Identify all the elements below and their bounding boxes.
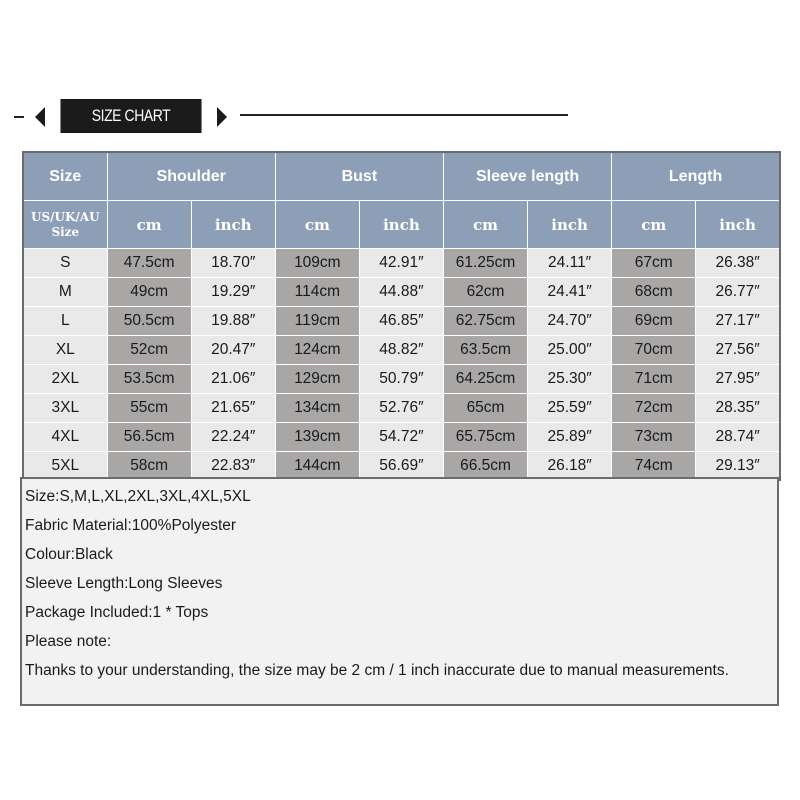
inch-value-cell: 26.38″ [696,249,780,278]
cm-value-cell: 64.25cm [443,365,527,394]
cm-value-cell: 72cm [612,394,696,423]
cm-value-cell: 62cm [443,278,527,307]
size-chart-table [22,151,781,481]
inch-value-cell: 27.95″ [696,365,780,394]
size-cell: XL [23,336,107,365]
cm-value-cell: 144cm [275,452,359,481]
inch-value-cell: 24.41″ [528,278,612,307]
inch-value-cell: 25.00″ [528,336,612,365]
note-sleeve: Sleeve Length:Long Sleeves [25,575,223,592]
inch-value-cell: 26.77″ [696,278,780,307]
cm-value-cell: 65cm [443,394,527,423]
note-accuracy: Thanks to your understanding, the size may be 2 cm / 1 inch inaccurate due to manual measurements. [25,662,729,679]
inch-value-cell: 28.74″ [696,423,780,452]
inch-value-cell: 42.91″ [359,249,443,278]
inch-value-cell: 28.35″ [696,394,780,423]
size-cell: 4XL [23,423,107,452]
size-cell: S [23,249,107,278]
header-bust: Bust [275,152,443,201]
cm-value-cell: 109cm [275,249,359,278]
cm-value-cell: 74cm [612,452,696,481]
unit-cm: cm [612,201,696,249]
cm-value-cell: 66.5cm [443,452,527,481]
inch-value-cell: 27.17″ [696,307,780,336]
inch-value-cell: 26.18″ [528,452,612,481]
inch-value-cell: 19.29″ [191,278,275,307]
header-sleeve-length: Sleeve length [443,152,611,201]
cm-value-cell: 50.5cm [107,307,191,336]
unit-inch: inch [191,201,275,249]
inch-value-cell: 48.82″ [359,336,443,365]
cm-value-cell: 68cm [612,278,696,307]
inch-value-cell: 18.70″ [191,249,275,278]
size-cell: 3XL [23,394,107,423]
inch-value-cell: 52.76″ [359,394,443,423]
unit-cm: cm [275,201,359,249]
inch-value-cell: 44.88″ [359,278,443,307]
table-header-row [23,152,780,201]
cm-value-cell: 71cm [612,365,696,394]
cm-value-cell: 139cm [275,423,359,452]
unit-cm: cm [107,201,191,249]
inch-value-cell: 24.11″ [528,249,612,278]
inch-value-cell: 24.70″ [528,307,612,336]
table-row [23,249,780,278]
table-row [23,278,780,307]
note-package: Package Included:1 * Tops [25,604,209,621]
region-size-label: Size [51,224,80,239]
inch-value-cell: 25.89″ [528,423,612,452]
cm-value-cell: 58cm [107,452,191,481]
inch-value-cell: 50.79″ [359,365,443,394]
title-rule [240,114,568,116]
title-banner [0,97,800,137]
size-cell: 2XL [23,365,107,394]
inch-value-cell: 46.85″ [359,307,443,336]
cm-value-cell: 53.5cm [107,365,191,394]
table-row [23,365,780,394]
cm-value-cell: 114cm [275,278,359,307]
size-cell: M [23,278,107,307]
unit-inch: inch [696,201,780,249]
inch-value-cell: 22.83″ [191,452,275,481]
note-fabric: Fabric Material:100%Polyester [25,517,237,534]
size-cell: L [23,307,107,336]
note-colour: Colour:Black [25,546,113,563]
inch-value-cell: 25.30″ [528,365,612,394]
inch-value-cell: 54.72″ [359,423,443,452]
cm-value-cell: 55cm [107,394,191,423]
inch-value-cell: 21.06″ [191,365,275,394]
cm-value-cell: 65.75cm [443,423,527,452]
table-row [23,307,780,336]
table-row [23,336,780,365]
product-notes [20,477,779,706]
inch-value-cell: 19.88″ [191,307,275,336]
table-row [23,423,780,452]
inch-value-cell: 25.59″ [528,394,612,423]
cm-value-cell: 52cm [107,336,191,365]
cm-value-cell: 69cm [612,307,696,336]
unit-inch: inch [528,201,612,249]
cm-value-cell: 70cm [612,336,696,365]
cm-value-cell: 119cm [275,307,359,336]
page-title: SIZE CHART [60,99,201,133]
cm-value-cell: 47.5cm [107,249,191,278]
header-length: Length [612,152,780,201]
region-label: US/UK/AU [31,209,100,224]
header-region-size [23,201,107,249]
title-dash [14,116,24,118]
cm-value-cell: 56.5cm [107,423,191,452]
table-row [23,394,780,423]
size-cell: 5XL [23,452,107,481]
inch-value-cell: 21.65″ [191,394,275,423]
inch-value-cell: 27.56″ [696,336,780,365]
note-please: Please note: [25,633,112,650]
cm-value-cell: 124cm [275,336,359,365]
cm-value-cell: 61.25cm [443,249,527,278]
inch-value-cell: 20.47″ [191,336,275,365]
cm-value-cell: 63.5cm [443,336,527,365]
title-arrow-right [217,107,227,127]
cm-value-cell: 134cm [275,394,359,423]
note-sizes: Size:S,M,L,XL,2XL,3XL,4XL,5XL [25,488,251,505]
cm-value-cell: 62.75cm [443,307,527,336]
unit-inch: inch [359,201,443,249]
header-shoulder: Shoulder [107,152,275,201]
table-unit-row [23,201,780,249]
unit-cm: cm [443,201,527,249]
cm-value-cell: 129cm [275,365,359,394]
size-chart-table-wrap [22,151,781,481]
inch-value-cell: 56.69″ [359,452,443,481]
cm-value-cell: 67cm [612,249,696,278]
header-size: Size [23,152,107,201]
title-arrow-left [35,107,45,127]
inch-value-cell: 29.13″ [696,452,780,481]
cm-value-cell: 73cm [612,423,696,452]
cm-value-cell: 49cm [107,278,191,307]
inch-value-cell: 22.24″ [191,423,275,452]
